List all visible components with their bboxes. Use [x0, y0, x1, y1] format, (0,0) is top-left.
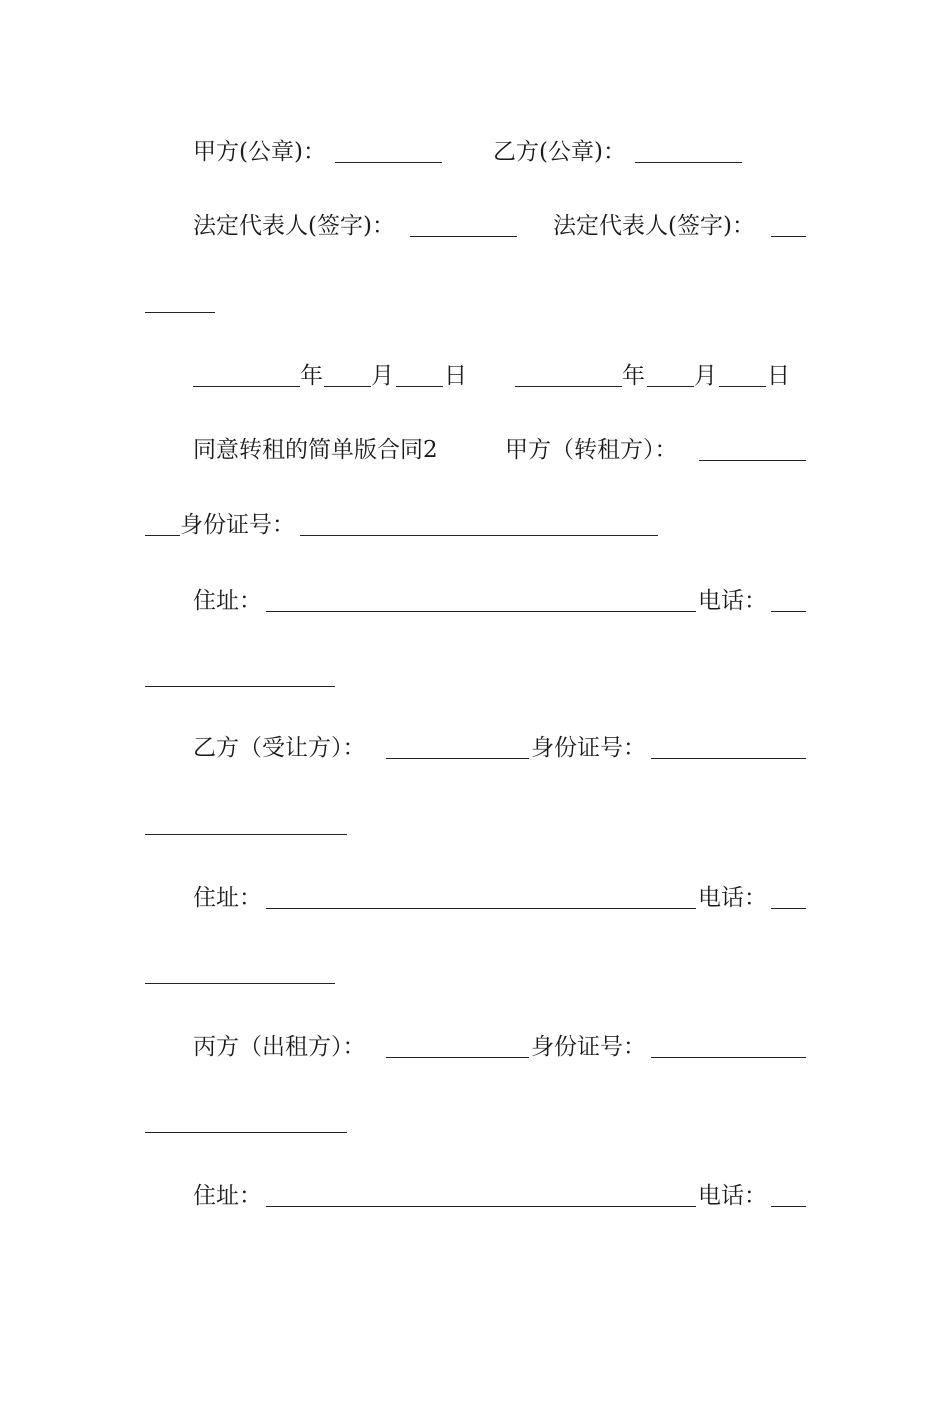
- transferee-address-blank[interactable]: [266, 908, 696, 909]
- seal-row: [0, 132, 950, 172]
- party-b-rep-blank[interactable]: [771, 236, 806, 237]
- transferee-address-row: [0, 878, 950, 918]
- landlord-id-blank-continued[interactable]: [145, 1132, 347, 1133]
- party-b-year-blank[interactable]: [515, 386, 622, 387]
- rep-row-continued: [0, 282, 950, 322]
- party-a-day-blank[interactable]: [396, 386, 443, 387]
- landlord-row: [0, 1027, 950, 1067]
- sublessor-phone-label: 电话：: [698, 588, 767, 614]
- sublessor-name-blank[interactable]: [699, 460, 806, 461]
- party-a-year-label: 年: [300, 363, 323, 389]
- party-b-rep-blank-continued[interactable]: [145, 312, 215, 313]
- transferee-id-blank[interactable]: [651, 758, 806, 759]
- sublessor-label: 甲方（转租方）：: [505, 437, 678, 463]
- sublessor-id-label: 身份证号：: [180, 512, 295, 538]
- transferee-id-label: 身份证号：: [531, 735, 646, 761]
- landlord-address-row: [0, 1176, 950, 1216]
- transferee-address-label: 住址：: [193, 885, 262, 911]
- sublessor-phone-continued-row: [0, 656, 950, 696]
- party-b-month-label: 月: [694, 363, 717, 389]
- landlord-address-blank[interactable]: [266, 1206, 696, 1207]
- sublessor-id-row: [0, 505, 950, 545]
- sublessor-phone-blank-continued[interactable]: [145, 686, 335, 687]
- transferee-phone-blank[interactable]: [771, 908, 806, 909]
- rep-row: [0, 206, 950, 246]
- party-a-day-label: 日: [444, 363, 467, 389]
- transferee-phone-continued-row: [0, 953, 950, 993]
- party-b-year-label: 年: [622, 363, 645, 389]
- transferee-id-blank-continued[interactable]: [145, 834, 347, 835]
- party-b-month-blank[interactable]: [647, 386, 694, 387]
- party-b-rep-label: 法定代表人(签字)：: [553, 213, 755, 239]
- party-a-seal-label: 甲方(公章)：: [193, 139, 326, 165]
- contract2-row: [0, 430, 950, 470]
- sublessor-address-label: 住址：: [193, 588, 262, 614]
- landlord-id-continued-row: [0, 1102, 950, 1142]
- sublessor-id-blank[interactable]: [300, 535, 658, 536]
- contract2-title: 同意转租的简单版合同2: [193, 437, 438, 463]
- party-a-seal-blank[interactable]: [335, 162, 442, 163]
- transferee-phone-blank-continued[interactable]: [145, 983, 335, 984]
- landlord-id-blank[interactable]: [651, 1057, 806, 1058]
- transferee-row: [0, 728, 950, 768]
- sublessor-phone-blank[interactable]: [771, 611, 806, 612]
- party-b-seal-blank[interactable]: [635, 162, 742, 163]
- sublessor-address-row: [0, 581, 950, 621]
- party-a-month-label: 月: [371, 363, 394, 389]
- party-a-rep-label: 法定代表人(签字)：: [193, 213, 395, 239]
- party-b-day-blank[interactable]: [719, 386, 766, 387]
- sublessor-address-blank[interactable]: [266, 611, 696, 612]
- party-b-seal-label: 乙方(公章)：: [493, 139, 626, 165]
- date-row: [0, 356, 950, 396]
- landlord-phone-blank[interactable]: [771, 1206, 806, 1207]
- party-a-month-blank[interactable]: [324, 386, 371, 387]
- landlord-id-label: 身份证号：: [531, 1034, 646, 1060]
- transferee-phone-label: 电话：: [698, 885, 767, 911]
- transferee-id-continued-row: [0, 804, 950, 844]
- landlord-name-blank[interactable]: [386, 1057, 529, 1058]
- party-b-day-label: 日: [767, 363, 790, 389]
- landlord-phone-label: 电话：: [698, 1183, 767, 1209]
- transferee-name-blank[interactable]: [386, 758, 529, 759]
- party-a-rep-blank[interactable]: [410, 236, 517, 237]
- sublessor-name-blank-continued[interactable]: [145, 535, 180, 536]
- landlord-address-label: 住址：: [193, 1183, 262, 1209]
- party-a-year-blank[interactable]: [193, 386, 300, 387]
- landlord-label: 丙方（出租方）：: [193, 1034, 366, 1060]
- transferee-label: 乙方（受让方）：: [193, 735, 366, 761]
